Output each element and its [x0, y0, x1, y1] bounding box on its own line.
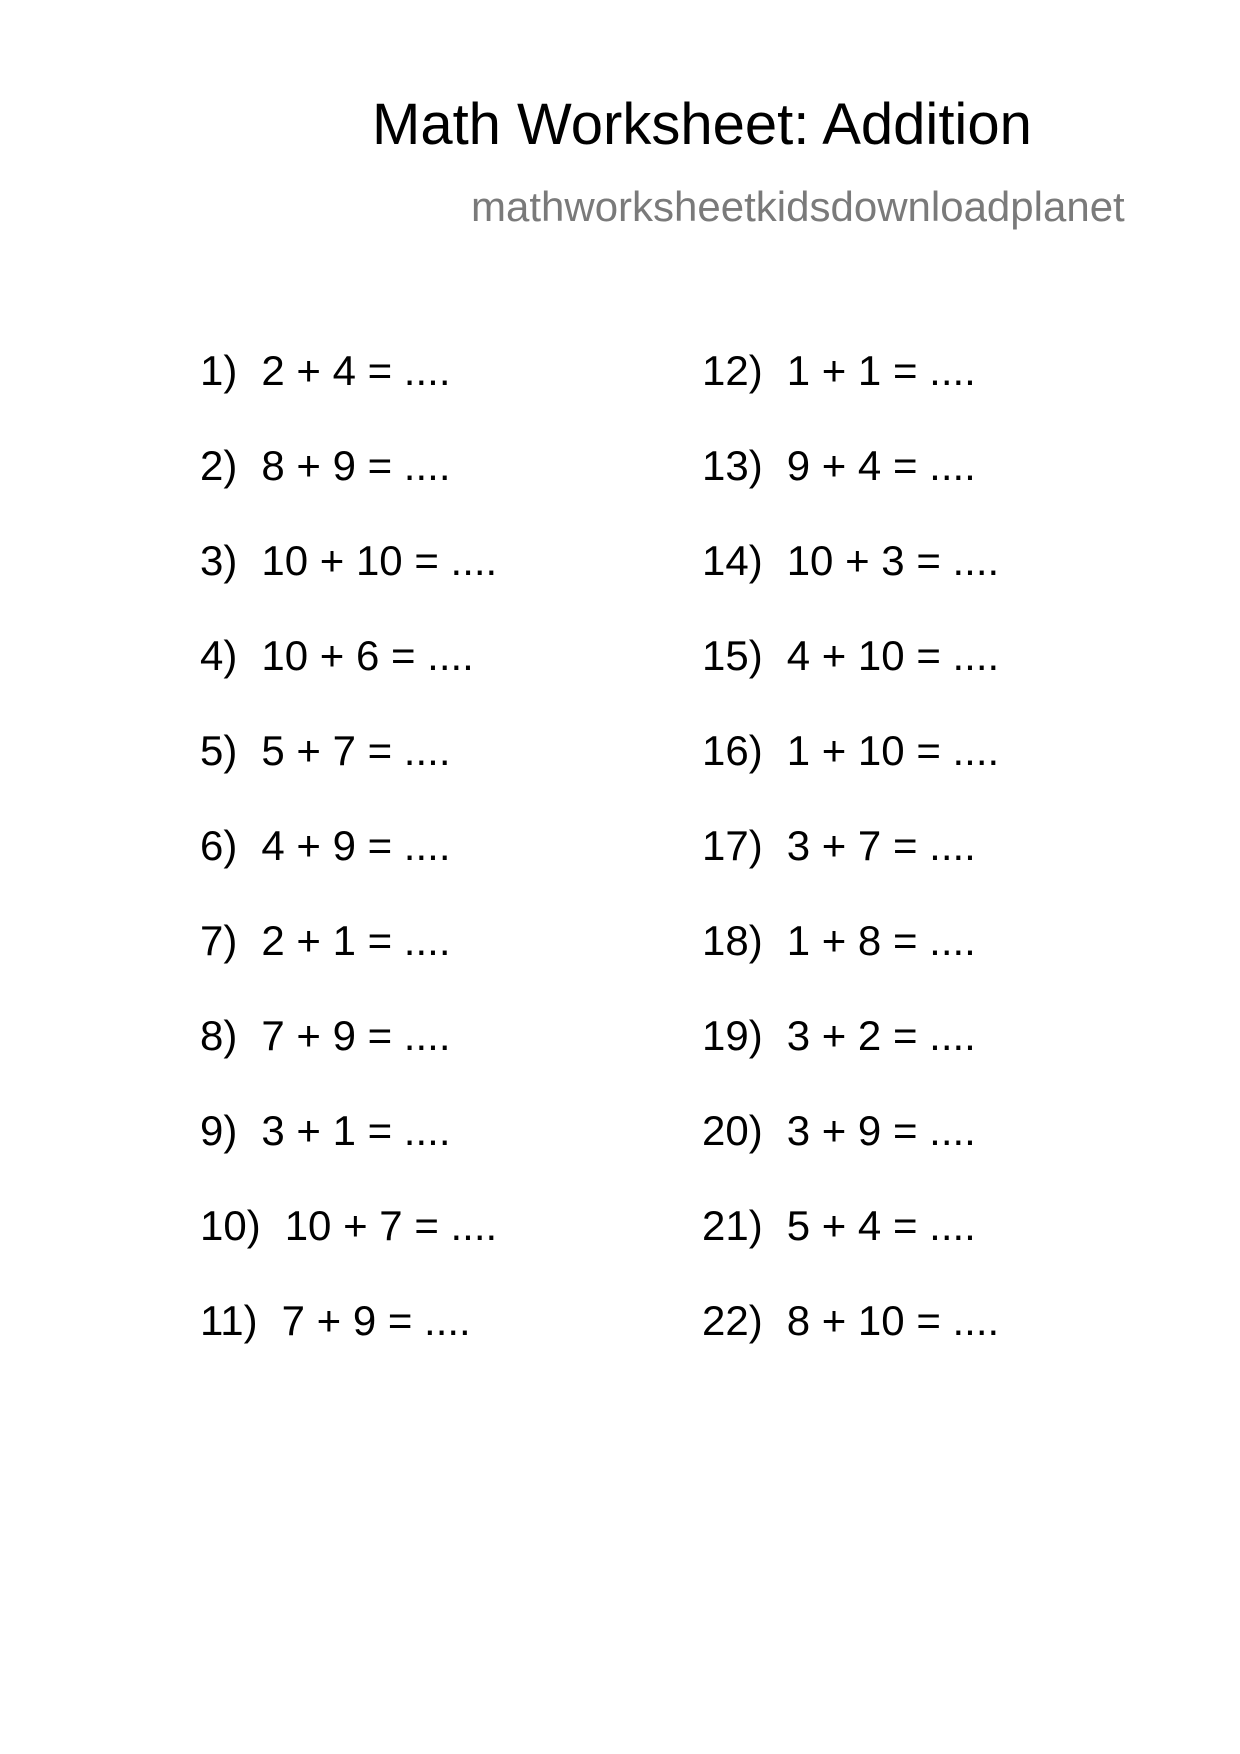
problem-number: 7)	[200, 917, 238, 964]
problem-expression: 3 + 1 = ....	[261, 1107, 451, 1154]
problem-expression: 4 + 9 = ....	[261, 822, 451, 869]
problem-expression: 9 + 4 = ....	[786, 442, 976, 489]
problem-expression: 3 + 7 = ....	[786, 822, 976, 869]
problem-expression: 2 + 4 = ....	[261, 347, 451, 394]
problem-item	[200, 1107, 497, 1205]
problem-number: 17)	[702, 822, 763, 869]
problem-expression: 4 + 10 = ....	[786, 632, 1000, 679]
problem-number: 16)	[702, 727, 763, 774]
problem-expression: 1 + 1 = ....	[786, 347, 976, 394]
problem-item	[702, 822, 999, 920]
problem-number: 14)	[702, 537, 763, 584]
problem-item	[200, 1012, 497, 1110]
problem-item	[200, 917, 497, 1015]
problem-expression: 5 + 4 = ....	[786, 1202, 976, 1249]
problem-item	[702, 632, 1000, 730]
problem-item	[702, 1107, 999, 1205]
problems-left-column	[200, 347, 498, 1395]
worksheet-title: Math Worksheet: Addition	[372, 92, 1032, 157]
problem-item	[702, 1202, 999, 1300]
problem-number: 15)	[702, 632, 763, 679]
problem-number: 19)	[702, 1012, 763, 1059]
problem-item	[702, 347, 999, 445]
problem-item	[702, 727, 1000, 825]
problem-expression: 1 + 10 = ....	[786, 727, 1000, 774]
problem-item	[200, 822, 497, 920]
problem-number: 3)	[200, 537, 238, 584]
problem-item	[200, 1297, 497, 1395]
problem-number: 21)	[702, 1202, 763, 1249]
problem-number: 2)	[200, 442, 238, 489]
problem-item	[702, 537, 1000, 635]
problem-expression: 10 + 6 = ....	[261, 632, 474, 679]
problem-item	[200, 727, 497, 825]
problem-item	[200, 537, 498, 635]
problem-number: 13)	[702, 442, 763, 489]
problem-number: 9)	[200, 1107, 238, 1154]
problem-expression: 8 + 9 = ....	[261, 442, 451, 489]
problem-expression: 3 + 2 = ....	[786, 1012, 976, 1059]
problem-item	[200, 442, 497, 540]
problem-expression: 1 + 8 = ....	[786, 917, 976, 964]
problem-item	[702, 442, 999, 540]
problem-item	[702, 1012, 999, 1110]
problem-number: 20)	[702, 1107, 763, 1154]
problem-expression: 10 + 10 = ....	[261, 537, 498, 584]
problem-number: 8)	[200, 1012, 238, 1059]
problem-expression: 2 + 1 = ....	[261, 917, 451, 964]
problem-number: 5)	[200, 727, 238, 774]
problem-item	[702, 917, 999, 1015]
problem-item	[702, 1297, 1000, 1395]
problem-number: 4)	[200, 632, 238, 679]
problem-expression: 10 + 3 = ....	[786, 537, 1000, 584]
worksheet-subtitle: mathworksheetkidsdownloadplanet	[471, 183, 1125, 230]
problem-number: 22)	[702, 1297, 763, 1344]
problem-item	[200, 632, 497, 730]
problem-item	[200, 347, 497, 445]
problem-number: 11)	[200, 1297, 258, 1344]
problem-number: 18)	[702, 917, 763, 964]
problem-expression: 7 + 9 = ....	[261, 1012, 451, 1059]
problem-expression: 7 + 9 = ....	[281, 1297, 471, 1344]
problems-right-column	[702, 347, 1000, 1395]
problem-expression: 5 + 7 = ....	[261, 727, 451, 774]
problem-number: 10)	[200, 1202, 261, 1249]
problem-item	[200, 1202, 498, 1300]
problem-expression: 3 + 9 = ....	[786, 1107, 976, 1154]
problem-number: 12)	[702, 347, 763, 394]
problem-number: 6)	[200, 822, 238, 869]
problem-expression: 10 + 7 = ....	[284, 1202, 498, 1249]
problem-expression: 8 + 10 = ....	[786, 1297, 1000, 1344]
problem-number: 1)	[200, 347, 238, 394]
